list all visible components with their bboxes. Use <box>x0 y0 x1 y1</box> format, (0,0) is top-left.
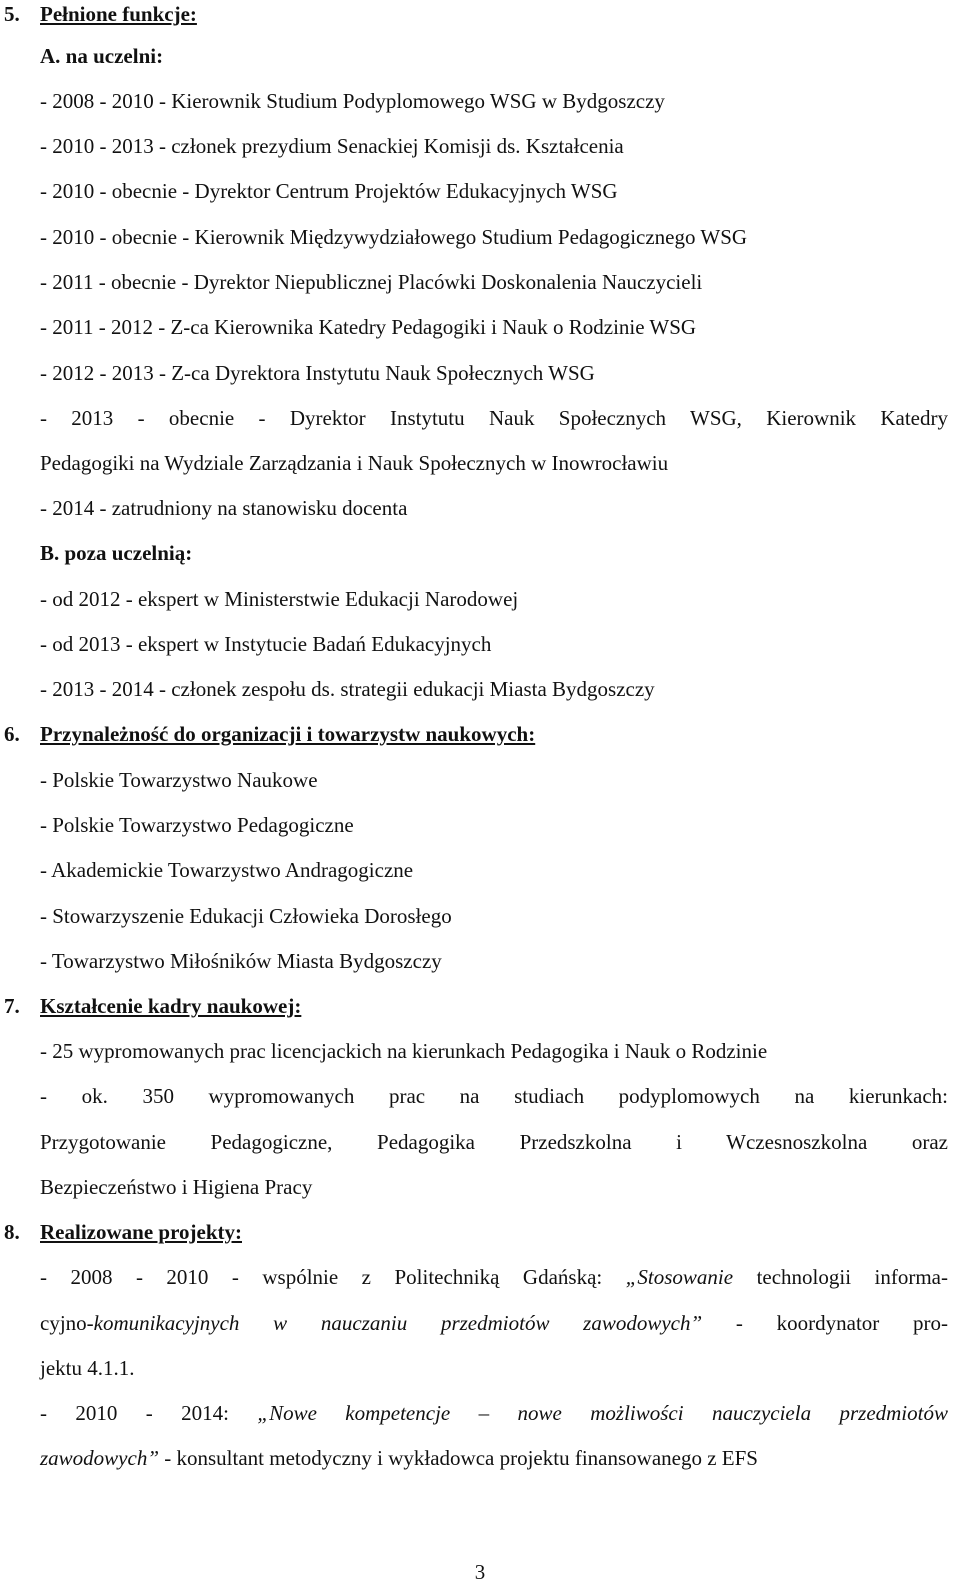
list-item: - od 2013 - ekspert w Instytucie Badań Edukacyjnych <box>40 632 492 656</box>
list-item: - od 2012 - ekspert w Ministerstwie Edukacji Narodowej <box>40 587 519 611</box>
list-item: - 2010 - obecnie - Dyrektor Centrum Projektów Edukacyjnych WSG <box>40 179 618 203</box>
list-item: - 2011 - 2012 - Z-ca Kierownika Katedry Pedagogiki i Nauk o Rodzinie WSG <box>40 315 697 339</box>
section-number: 8. <box>4 1220 20 1244</box>
project-1-line-2 <box>40 1309 948 1337</box>
section-title: Przynależność do organizacji i towarzystw naukowych: <box>40 722 536 746</box>
list-item: - Towarzystwo Miłośników Miasta Bydgoszczy <box>40 949 442 973</box>
section-title: Realizowane projekty: <box>40 1220 242 1244</box>
list-item: - 2014 - zatrudniony na stanowisku docenta <box>40 496 408 520</box>
subsection-b-label: B. poza uczelnią: <box>40 541 193 565</box>
list-item: - Polskie Towarzystwo Pedagogiczne <box>40 813 354 837</box>
list-item: - Akademickie Towarzystwo Andragogiczne <box>40 858 414 882</box>
italic-text-run: „Nowe kompetencje – nowe możliwości nauczyciela przedmiotów <box>257 1401 948 1425</box>
project-1-line-3: jektu 4.1.1. <box>40 1356 135 1380</box>
list-item-continuation: Przygotowanie Pedagogiczne, Pedagogika Przedszkolna i Wczesnoszkolna oraz <box>40 1130 948 1154</box>
text-run: - konsultant metodyczny i wykładowca projektu finansowanego z EFS <box>159 1446 758 1470</box>
section-number: 7. <box>4 994 20 1018</box>
project-2-line-2 <box>40 1444 948 1472</box>
text-run: - koordynator pro- <box>702 1311 948 1335</box>
list-item-continuation: Bezpieczeństwo i Higiena Pracy <box>40 1175 313 1199</box>
text-run: technologii informa- <box>733 1265 948 1289</box>
project-1-line-1 <box>40 1263 948 1291</box>
list-item: - 2013 - obecnie - Dyrektor Instytutu Nauk Społecznych WSG, Kierownik Katedry <box>40 406 948 430</box>
text-run: - 2010 - 2014: <box>40 1401 258 1425</box>
project-2-line-1 <box>40 1399 948 1427</box>
list-item: - Stowarzyszenie Edukacji Człowieka Dorosłego <box>40 904 452 928</box>
list-item: - 2010 - 2013 - członek prezydium Senackiej Komisji ds. Kształcenia <box>40 134 624 158</box>
subsection-a-label: A. na uczelni: <box>40 44 164 68</box>
list-item: - 2010 - obecnie - Kierownik Międzywydziałowego Studium Pedagogicznego WSG <box>40 225 748 249</box>
italic-text-run: „Stosowanie <box>625 1265 734 1289</box>
italic-text-run: komunikacyjnych w nauczaniu przedmiotów zawodowych” <box>93 1311 703 1335</box>
italic-text-run: zawodowych” <box>40 1446 160 1470</box>
text-run: - 2008 - 2010 - wspólnie z Politechniką Gdańską: <box>40 1265 626 1289</box>
list-item: - 2011 - obecnie - Dyrektor Niepublicznej Placówki Doskonalenia Nauczycieli <box>40 270 703 294</box>
list-item: - ok. 350 wypromowanych prac na studiach podyplomowych na kierunkach: <box>40 1084 948 1108</box>
section-number: 5. <box>4 2 20 26</box>
text-run: cyjno- <box>40 1311 94 1335</box>
list-item: - 2008 - 2010 - Kierownik Studium Podyplomowego WSG w Bydgoszczy <box>40 89 665 113</box>
section-title: Kształcenie kadry naukowej: <box>40 994 302 1018</box>
section-number: 6. <box>4 722 20 746</box>
list-item: - 2013 - 2014 - członek zespołu ds. strategii edukacji Miasta Bydgoszczy <box>40 677 655 701</box>
list-item: - 25 wypromowanych prac licencjackich na kierunkach Pedagogika i Nauk o Rodzinie <box>40 1039 768 1063</box>
page-number: 3 <box>474 1560 486 1584</box>
list-item-continuation: Pedagogiki na Wydziale Zarządzania i Nauk Społecznych w Inowrocławiu <box>40 451 669 475</box>
list-item: - Polskie Towarzystwo Naukowe <box>40 768 318 792</box>
section-title: Pełnione funkcje: <box>40 2 197 26</box>
list-item: - 2012 - 2013 - Z-ca Dyrektora Instytutu Nauk Społecznych WSG <box>40 361 595 385</box>
